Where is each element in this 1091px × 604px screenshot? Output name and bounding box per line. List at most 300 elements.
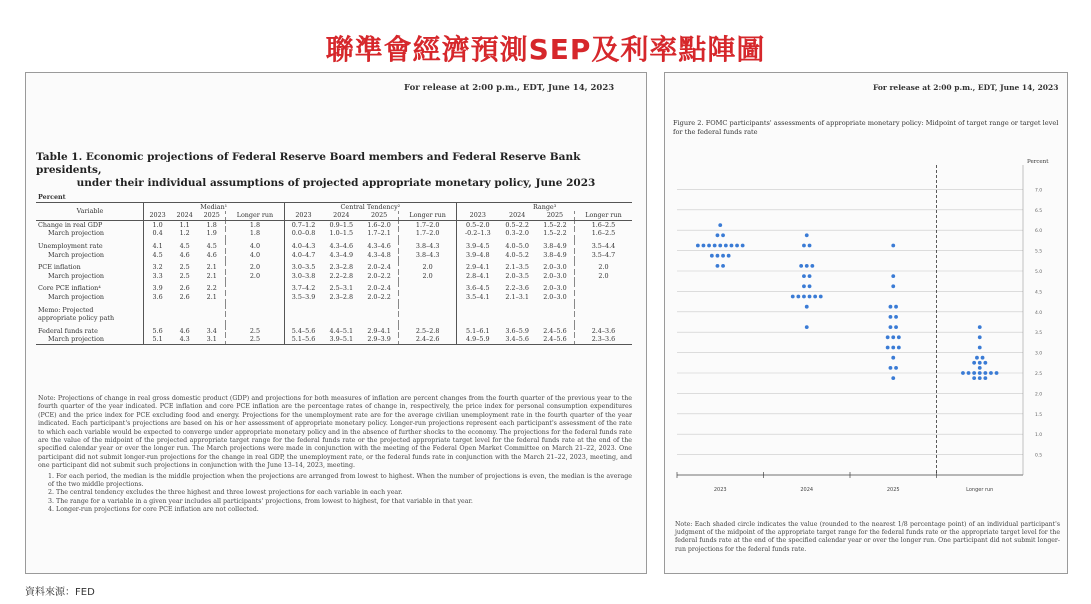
x-tick-label: 2025 — [886, 487, 900, 493]
ct-value: 3.5–3.9 — [284, 293, 322, 302]
range-value: 2.1–3.1 — [505, 292, 529, 301]
table-row — [36, 306, 632, 315]
rate-dot — [886, 335, 890, 339]
range-value: 3.5–4.4 — [574, 242, 632, 251]
rate-dot — [808, 274, 812, 278]
y-tick-label: 6.0 — [1035, 229, 1043, 235]
median-value: 1.1 — [179, 220, 190, 229]
table-row — [36, 229, 632, 238]
ct-value: 3.7–4.2 — [284, 284, 322, 293]
rate-dot — [802, 274, 806, 278]
ct-value: 0.9–1.5 — [329, 220, 354, 229]
row-label: March projection — [48, 229, 105, 238]
rate-dot — [886, 346, 890, 350]
table-cell — [399, 193, 457, 202]
rate-dot — [802, 284, 806, 288]
page-title: 聯準會經濟預測SEP及利率點陣圖 — [325, 33, 766, 66]
rate-dot — [981, 356, 985, 360]
ct-value: 2.0 — [399, 263, 457, 272]
ct-value: 3.8–4.3 — [399, 242, 457, 251]
range-value: 2.0–3.0 — [543, 284, 567, 293]
median-value: 4.0 — [226, 251, 284, 260]
ct-value — [322, 306, 360, 315]
range-value — [536, 314, 574, 323]
ct-value: 1.6–2.0 — [367, 220, 391, 229]
range-value: -0.2–1.3 — [457, 229, 499, 238]
median-value: 2.1 — [206, 271, 217, 280]
group-median-header: Median¹ — [144, 202, 285, 211]
table-cell — [171, 193, 198, 202]
rate-dot — [978, 361, 982, 365]
range-value: 2.4–5.6 — [543, 326, 567, 335]
range-value: 2.9–4.1 — [457, 263, 499, 272]
percent-caption: Percent — [38, 193, 66, 201]
table-cell — [198, 193, 226, 202]
table-cell — [360, 193, 398, 202]
rate-dot — [972, 361, 976, 365]
rate-dot — [805, 325, 809, 329]
ct-value: 3.8–4.3 — [399, 251, 457, 260]
rate-dot — [813, 295, 817, 299]
rate-dot — [894, 305, 898, 309]
ct-value: 5.1–5.6 — [284, 335, 322, 344]
ct-value: 4.4–5.1 — [329, 326, 354, 335]
row-label: March projection — [36, 335, 144, 344]
median-value — [226, 293, 284, 302]
group-central-tendency-header: Central Tendency² — [284, 202, 457, 211]
year-header: Longer run — [399, 211, 457, 220]
rate-dot — [718, 244, 722, 248]
rate-dot — [799, 264, 803, 268]
rate-dot — [978, 346, 982, 350]
rate-dot — [894, 315, 898, 319]
range-value: 4.9–5.9 — [457, 335, 499, 344]
range-value: 3.9–4.8 — [457, 251, 499, 260]
rate-dot — [810, 264, 814, 268]
ct-value: 2.0–2.4 — [367, 284, 391, 293]
row-label: Memo: Projected — [38, 305, 94, 314]
rate-dot — [889, 366, 893, 370]
range-value: 2.0–3.0 — [543, 292, 567, 301]
median-value: 3.1 — [198, 335, 226, 344]
ct-value: 2.0–2.2 — [367, 271, 391, 280]
table-cell — [574, 193, 632, 202]
median-value: 2.6 — [179, 292, 190, 301]
rate-dot — [891, 346, 895, 350]
dot-plot-chart — [673, 163, 1057, 513]
median-value — [144, 314, 172, 323]
table-row — [36, 335, 632, 344]
range-value: 1.5–2.2 — [543, 220, 567, 229]
range-value: 2.0–3.5 — [505, 271, 529, 280]
ct-value: 3.9–5.1 — [322, 335, 360, 344]
table-cell — [226, 193, 284, 202]
ct-value: 4.3–4.8 — [367, 250, 391, 259]
rate-dot — [716, 264, 720, 268]
year-header: Longer run — [574, 211, 632, 220]
year-header: 2024 — [498, 211, 536, 220]
range-value: 0.5–2.2 — [505, 220, 529, 229]
range-value: 4.0–5.0 — [505, 241, 529, 250]
ct-value: 2.5–2.8 — [399, 327, 457, 336]
footnote-2: 2. The central tendency excludes the three highest and three lowest projections for each variable in each year. — [48, 489, 403, 497]
median-value — [226, 284, 284, 293]
rate-dot — [702, 244, 706, 248]
rate-dot — [894, 325, 898, 329]
y-tick-label: 3.0 — [1035, 351, 1043, 357]
row-label: Unemployment rate — [38, 241, 103, 250]
table-row — [36, 251, 632, 260]
rate-dot — [961, 371, 965, 375]
median-value: 1.8 — [226, 229, 284, 238]
rate-dot — [978, 371, 982, 375]
range-value: 1.5–2.2 — [543, 229, 567, 238]
median-value: 4.5 — [206, 241, 217, 250]
median-value — [198, 306, 226, 315]
rate-dot — [983, 376, 987, 380]
rate-dot — [730, 244, 734, 248]
table-cell — [322, 193, 360, 202]
y-tick-label: 5.5 — [1035, 249, 1043, 255]
median-value: 3.4 — [206, 326, 217, 335]
group-range-header: Range³ — [457, 202, 632, 211]
ct-value: 2.9–4.1 — [367, 326, 391, 335]
rate-dot — [805, 264, 809, 268]
year-header: 2024 — [322, 211, 360, 220]
rate-dot — [710, 254, 714, 258]
ct-value — [360, 306, 398, 315]
x-tick-label: 2024 — [800, 487, 814, 493]
table-title — [36, 151, 636, 190]
rate-dot — [796, 295, 800, 299]
ct-value: 2.0 — [399, 272, 457, 281]
rate-dot — [724, 244, 728, 248]
y-tick-label: 2.5 — [1035, 372, 1043, 377]
table-row — [36, 220, 632, 229]
range-value — [457, 306, 499, 315]
ct-value: 1.7–2.0 — [399, 229, 457, 238]
y-tick-label: 1.0 — [1035, 433, 1043, 439]
ct-value — [284, 306, 322, 315]
median-value: 4.0 — [226, 242, 284, 251]
table-row — [36, 314, 632, 323]
median-value: 2.5 — [179, 263, 190, 272]
median-value: 3.6 — [144, 293, 172, 302]
range-value — [457, 314, 499, 323]
y-tick-label: 7.0 — [1035, 188, 1043, 194]
rate-dot — [805, 233, 809, 237]
ct-value: 4.0–4.7 — [284, 251, 322, 260]
figure-title: Figure 2. FOMC participants' assessments of appropriate monetary policy: Midpoint of target range or target level for the federal funds rate — [673, 119, 1059, 136]
release-time-right: For release at 2:00 p.m., EDT, June 14, 2023 — [873, 83, 1059, 92]
rate-dot — [716, 233, 720, 237]
rate-dot — [696, 244, 700, 248]
footnote-3: 3. The range for a variable in a given year includes all participants' projections, from lowest to highest, for that variable in that year. — [48, 497, 473, 505]
median-value — [144, 306, 172, 315]
range-value: 1.6–2.5 — [574, 229, 632, 238]
median-value: 3.2 — [144, 263, 172, 272]
ct-value — [322, 314, 360, 323]
rate-dot — [972, 371, 976, 375]
range-value: 3.5–4.1 — [457, 293, 499, 302]
row-label: March projection — [48, 250, 105, 259]
table-cell — [457, 193, 499, 202]
rate-dot — [978, 376, 982, 380]
rate-dot — [897, 335, 901, 339]
table-note — [38, 395, 632, 515]
median-value: 5.6 — [144, 327, 172, 336]
rate-dot — [808, 284, 812, 288]
rate-dot — [978, 325, 982, 329]
rate-dot — [889, 305, 893, 309]
ct-value — [360, 314, 398, 323]
year-header: 2025 — [360, 211, 398, 220]
row-label: March projection — [48, 271, 105, 280]
range-value — [536, 306, 574, 315]
table-note-text: Note: Projections of change in real gross domestic product (GDP) and projections for both measures of inflation are percent changes from the fourth quarter of the previous year to the fourth quarter of the year indicated. PCE inflation and core PCE inflation are the percentage rates of change in, respectively, the price index for personal consumption expenditures (PCE) and the price index for PCE excluding food and energy. Projections for the unemployment rate are for the average civilian unemployment rate in the fourth quarter of the year indicated. Each participant's projections are based on his or her assessment of appropriate monetary policy. Longer-run projections represent each participant's assessment of the rate to which each variable would be expected to converge under appropriate monetary policy and in the absence of further shocks to the economy. The projections for the federal funds rate are the value of the midpoint of the projected appropriate target range for the federal funds rate or the projected appropriate target level for the federal funds rate at the end of the specified calendar year or over the longer run. The March projections were made in conjunction with the meeting of the Federal Open Market Committee on March 21–22, 2023. One participant did not submit longer-run projections for the change in real GDP, the unemployment rate, or the federal funds rate in conjunction with the March 21–22, 2023, meeting, and one participant did not submit such projections in conjunction with the June 13–14, 2023, meeting. — [38, 395, 632, 470]
median-value: 4.1 — [144, 242, 172, 251]
rate-dot — [983, 361, 987, 365]
range-value — [498, 306, 536, 315]
median-value: 1.8 — [206, 220, 217, 229]
range-value: 3.5–4.7 — [574, 251, 632, 260]
median-value: 2.1 — [206, 263, 217, 272]
median-value: 1.9 — [206, 229, 217, 238]
range-value: 0.5–2.0 — [457, 220, 499, 229]
table-title-line2: under their individual assumptions of projected appropriate monetary policy, June 2023 — [76, 177, 596, 189]
year-header: 2023 — [457, 211, 499, 220]
median-value: 1.0 — [144, 220, 172, 229]
range-value: 3.9–4.5 — [457, 242, 499, 251]
y-tick-label: 3.5 — [1035, 331, 1043, 337]
range-value — [498, 314, 536, 323]
x-tick-label: 2023 — [713, 487, 727, 493]
rate-dot — [995, 371, 999, 375]
rate-dot — [891, 274, 895, 278]
median-value: 4.3 — [171, 335, 198, 344]
range-value: 3.6–5.9 — [505, 326, 529, 335]
ct-value: 2.0–2.2 — [367, 292, 391, 301]
rate-dot — [721, 264, 725, 268]
rate-dot — [891, 335, 895, 339]
percent-label: Percent — [1027, 159, 1049, 165]
rate-dot — [978, 366, 982, 370]
median-value: 2.1 — [206, 292, 217, 301]
table-title-line1: Table 1. Economic projections of Federal Reserve Board members and Federal Reserve Bank presidents, — [36, 151, 581, 176]
rate-dot — [819, 295, 823, 299]
rate-dot — [718, 223, 722, 227]
rate-dot — [891, 376, 895, 380]
year-header: 2025 — [198, 211, 226, 220]
range-value: 2.1–3.5 — [505, 263, 529, 272]
range-value: 2.8–4.1 — [457, 272, 499, 281]
ct-value: 3.0–3.8 — [284, 272, 322, 281]
median-value: 4.5 — [144, 251, 172, 260]
rate-dot — [716, 254, 720, 258]
range-value: 2.0–3.0 — [543, 271, 567, 280]
ct-value: 1.7–2.0 — [399, 220, 457, 229]
median-value: 2.2 — [206, 284, 217, 293]
table-cell — [536, 193, 574, 202]
median-value: 4.6 — [206, 250, 217, 259]
rate-dot — [891, 284, 895, 288]
rate-dot — [889, 315, 893, 319]
rate-dot — [975, 356, 979, 360]
range-value: 2.4–3.6 — [574, 327, 632, 336]
median-value: 3.3 — [144, 272, 172, 281]
projections-table — [36, 193, 632, 345]
y-tick-label: 2.0 — [1035, 392, 1043, 398]
ct-value: 2.3–2.8 — [329, 292, 354, 301]
year-header: Longer run — [226, 211, 284, 220]
ct-value — [399, 314, 457, 323]
y-tick-label: 6.5 — [1035, 208, 1043, 214]
range-value: 3.8–4.9 — [543, 241, 567, 250]
rate-dot — [721, 233, 725, 237]
median-value: 2.5 — [179, 271, 190, 280]
median-value: 4.5 — [179, 241, 190, 250]
range-value — [574, 314, 632, 323]
median-value: 2.5 — [226, 335, 284, 344]
range-value — [574, 293, 632, 302]
range-value: 0.3–2.0 — [505, 229, 529, 238]
rate-dot — [791, 295, 795, 299]
y-tick-label: 1.5 — [1035, 412, 1043, 418]
range-value: 3.6–4.5 — [457, 284, 499, 293]
range-value: 5.1–6.1 — [457, 327, 499, 336]
year-header: 2024 — [171, 211, 198, 220]
rate-dot — [802, 295, 806, 299]
median-value: 4.6 — [179, 250, 190, 259]
median-value: 3.9 — [144, 284, 172, 293]
table-cell — [144, 193, 172, 202]
range-value — [574, 306, 632, 315]
ct-value: 1.0–1.5 — [329, 229, 354, 238]
ct-value — [399, 306, 457, 315]
rate-dot — [897, 346, 901, 350]
range-value: 2.0 — [574, 272, 632, 281]
rate-dot — [735, 244, 739, 248]
median-value: 2.6 — [179, 284, 190, 293]
x-tick-label: Longer run — [966, 487, 994, 493]
table-row — [36, 293, 632, 302]
table-row — [36, 284, 632, 293]
median-value: 4.6 — [179, 326, 190, 335]
median-value — [171, 314, 198, 323]
row-label: Federal funds rate — [38, 326, 98, 335]
range-value — [574, 284, 632, 293]
ct-value: 2.4–2.6 — [399, 335, 457, 344]
y-tick-label: 4.5 — [1035, 290, 1043, 296]
y-tick-label: 4.0 — [1035, 310, 1043, 316]
rate-dot — [983, 371, 987, 375]
rate-dot — [889, 325, 893, 329]
ct-value — [399, 293, 457, 302]
table-row — [36, 327, 632, 336]
ct-value: 4.3–4.9 — [329, 250, 354, 259]
ct-value: 2.9–3.9 — [360, 335, 398, 344]
footnote-1: 1. For each period, the median is the middle projection when the projections are arranged from lowest to highest. When the number of projections is even, the median is the average of the two middle projections. — [48, 472, 632, 489]
ct-value: 4.3–4.6 — [329, 241, 354, 250]
y-tick-label: 5.0 — [1035, 270, 1043, 275]
table-row — [36, 272, 632, 281]
median-value: 1.8 — [226, 220, 284, 229]
median-value: 5.1 — [144, 335, 172, 344]
rate-dot — [741, 244, 745, 248]
table-row — [36, 263, 632, 272]
rate-dot — [972, 376, 976, 380]
rate-dot — [721, 254, 725, 258]
release-time: For release at 2:00 p.m., EDT, June 14, 2023 — [404, 83, 615, 93]
median-value: 2.0 — [226, 263, 284, 272]
figure-note: Note: Each shaded circle indicates the value (rounded to the nearest 1/8 percentage point) of an individual participant's judgment of the midpoint of the appropriate target range for the federal funds rate or the appropriate target level for the federal funds rate at the end of the specified calendar year or over the longer run. One participant did not submit longer-run projections for the federal funds rate. — [675, 521, 1060, 553]
ct-value — [284, 314, 322, 323]
rate-dot — [808, 244, 812, 248]
median-value: 1.2 — [179, 229, 190, 238]
ct-value: 5.4–5.6 — [284, 327, 322, 336]
row-label: March projection — [48, 292, 105, 301]
rate-dot — [894, 366, 898, 370]
range-value: 3.4–5.6 — [498, 335, 536, 344]
variable-header: Variable — [36, 202, 144, 220]
row-label: Change in real GDP — [38, 220, 103, 229]
sep-table-panel — [25, 72, 647, 574]
ct-value: 1.7–2.1 — [367, 229, 391, 238]
ct-value: 2.2–2.8 — [329, 271, 354, 280]
ct-value: 3.0–3.5 — [284, 263, 322, 272]
range-value: 2.3–3.6 — [574, 335, 632, 344]
table-row — [36, 242, 632, 251]
footnote-4: 4. Longer-run projections for core PCE inflation are not collected. — [48, 506, 259, 514]
rate-dot — [802, 244, 806, 248]
range-value: 2.0–3.0 — [543, 263, 567, 272]
source-caption: 資料來源：FED — [25, 587, 95, 598]
ct-value: 2.0–2.4 — [367, 263, 391, 272]
median-value: 2.5 — [226, 327, 284, 336]
y-tick-label: 0.5 — [1035, 453, 1043, 459]
rate-dot — [713, 244, 717, 248]
median-value — [226, 314, 284, 323]
rate-dot — [891, 244, 895, 248]
rate-dot — [989, 371, 993, 375]
rate-dot — [805, 305, 809, 309]
median-value — [198, 314, 226, 323]
ct-value: 0.7–1.2 — [284, 220, 322, 229]
rate-dot — [707, 244, 711, 248]
row-label: appropriate policy path — [38, 314, 115, 323]
median-value — [171, 306, 198, 315]
year-header: 2025 — [536, 211, 574, 220]
median-value: 0.4 — [144, 229, 172, 238]
range-value: 2.0 — [574, 263, 632, 272]
range-value: 2.4–5.6 — [536, 335, 574, 344]
ct-value: 4.3–4.6 — [367, 241, 391, 250]
year-header: 2023 — [284, 211, 322, 220]
ct-value: 0.0–0.8 — [284, 229, 322, 238]
ct-value — [399, 284, 457, 293]
rate-dot — [727, 254, 731, 258]
rate-dot — [978, 335, 982, 339]
range-value: 3.8–4.9 — [543, 250, 567, 259]
ct-value: 2.5–3.1 — [329, 284, 354, 293]
range-value: 1.6–2.5 — [574, 220, 632, 229]
range-value: 2.2–3.6 — [505, 284, 529, 293]
median-value — [226, 306, 284, 315]
median-value: 2.0 — [226, 272, 284, 281]
ct-value: 4.0–4.3 — [284, 242, 322, 251]
ct-value: 2.3–2.8 — [329, 263, 354, 272]
rate-dot — [891, 356, 895, 360]
